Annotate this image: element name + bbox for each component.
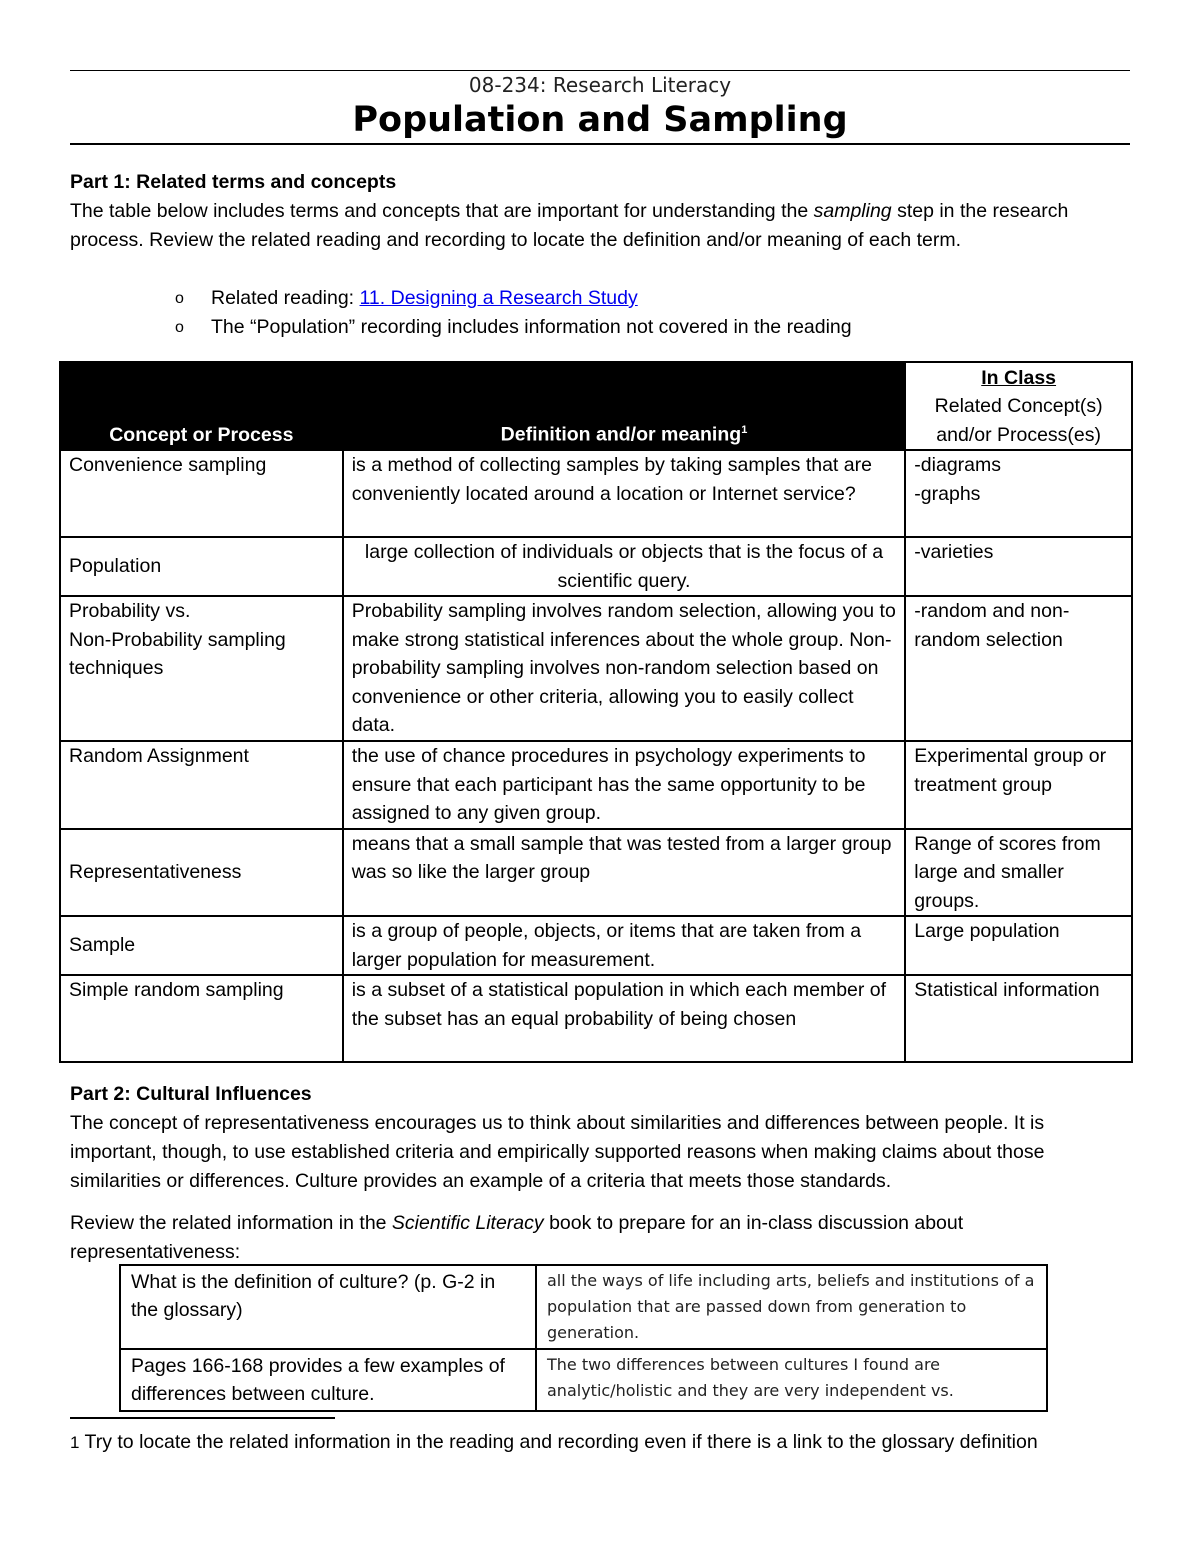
table-row (60, 916, 1132, 975)
list-item (175, 313, 852, 342)
intro-text-end: step in the research process. Review the related reading and recording to locate the definition and/or meaning of each term. (70, 200, 1069, 251)
table-row (120, 1349, 1047, 1411)
part1-section (70, 168, 1130, 255)
recording-note: The “Population” recording includes information not covered in the reading (211, 316, 852, 338)
course-code: 08-234: Research Literacy (468, 73, 732, 97)
definition-cell: means that a small sample that was tested from a larger group was so like the larger group (343, 829, 906, 917)
inclass-line1: Related Concept(s) (934, 395, 1103, 417)
footnote-rule (70, 1417, 335, 1419)
concept-cell: Representativeness (60, 829, 343, 917)
page-title: Population and Sampling (352, 100, 848, 140)
related-cell: Statistical information (905, 975, 1132, 1062)
definition-cell: is a group of people, objects, or items that are taken from a larger population for measurement. (343, 916, 906, 975)
related-cell: Large population (905, 916, 1132, 975)
culture-table (119, 1264, 1048, 1412)
table-row (60, 450, 1132, 537)
related-cell: -diagrams -graphs (905, 450, 1132, 537)
table-row (60, 741, 1132, 829)
inclass-title: In Class (981, 366, 1057, 389)
bullet-marker: o (175, 290, 184, 307)
book-title: Scientific Literacy (391, 1212, 544, 1234)
bullet-marker: o (175, 319, 184, 336)
reading-label: Related reading: (211, 287, 360, 309)
part1-intro (70, 197, 1130, 255)
part2-paragraph: The concept of representativeness encourages us to think about similarities and differences between people. It is important, though, to use established criteria and empirically supported reasons when making claims about those similarities or differences. Culture provides an example of a criteria that meets those standards. (70, 1112, 1045, 1192)
part2-heading: Part 2: Cultural Influences (70, 1083, 312, 1105)
terms-table (59, 361, 1133, 1063)
related-cell: Experimental group or treatment group (905, 741, 1132, 829)
answer-cell: all the ways of life including arts, beliefs and institutions of a population that are passed down from generation to generation. (536, 1265, 1047, 1349)
inclass-line2: and/or Process(es) (936, 423, 1102, 446)
concept-cell: Simple random sampling (60, 975, 343, 1062)
intro-emphasis: sampling (813, 200, 892, 222)
question-cell: What is the definition of culture? (p. G-2 in the glossary) (120, 1265, 536, 1349)
concept-cell: Convenience sampling (60, 450, 343, 537)
footnote-number: 1 (70, 1433, 80, 1452)
col-header-concept: Concept or Process (60, 362, 343, 450)
part1-heading: Part 1: Related terms and concepts (70, 171, 397, 193)
definition-cell: Probability sampling involves random selection, allowing you to make strong statistical inferences about the whole group. Non-probability sampling involves non-random selection based on convenience or other criteria, allowing you to easily collect data. (343, 596, 906, 741)
footnote (70, 1428, 1130, 1457)
table-row (120, 1265, 1047, 1349)
concept-cell: Random Assignment (60, 741, 343, 829)
table-row (60, 537, 1132, 596)
reading-link[interactable]: 11. Designing a Research Study (359, 287, 638, 309)
table-row (60, 596, 1132, 741)
list-item (175, 284, 852, 313)
table-row (60, 975, 1132, 1062)
answer-cell: The two differences between cultures I found are analytic/holistic and they are very independent vs. (536, 1349, 1047, 1411)
review-text: Review the related information in the (70, 1212, 392, 1234)
related-cell: -varieties (905, 537, 1132, 596)
part2-review (70, 1209, 1130, 1267)
reading-list (175, 284, 852, 342)
concept-cell: Population (60, 537, 343, 596)
col-header-definition (343, 362, 906, 450)
footnote-text: Try to locate the related information in the reading and recording even if there is a link to the glossary definition (79, 1431, 1038, 1453)
concept-cell: Sample (60, 916, 343, 975)
review-text-end: book to prepare for an in-class discussion about representativeness: (70, 1212, 964, 1263)
part2-section (70, 1080, 1130, 1267)
concept-cell: Probability vs. Non-Probability sampling techniques (60, 596, 343, 741)
definition-header-text: Definition and/or meaning (500, 423, 742, 446)
definition-cell: is a method of collecting samples by taking samples that are conveniently located around a location or Internet service? (343, 450, 906, 537)
footnote-ref: 1 (741, 424, 748, 436)
related-cell: -random and non-random selection (905, 596, 1132, 741)
table-row (60, 829, 1132, 917)
col-header-inclass (905, 362, 1132, 450)
intro-text: The table below includes terms and concepts that are important for understanding the (70, 200, 814, 222)
definition-cell: the use of chance procedures in psychology experiments to ensure that each participant has the same opportunity to be assigned to any given group. (343, 741, 906, 829)
top-rule (70, 70, 1130, 71)
question-cell: Pages 166-168 provides a few examples of differences between culture. (120, 1349, 536, 1411)
related-cell: Range of scores from large and smaller groups. (905, 829, 1132, 917)
title-rule (70, 143, 1130, 145)
definition-cell: large collection of individuals or objects that is the focus of a scientific query. (343, 537, 906, 596)
definition-cell: is a subset of a statistical population in which each member of the subset has an equal probability of being chosen (343, 975, 906, 1062)
